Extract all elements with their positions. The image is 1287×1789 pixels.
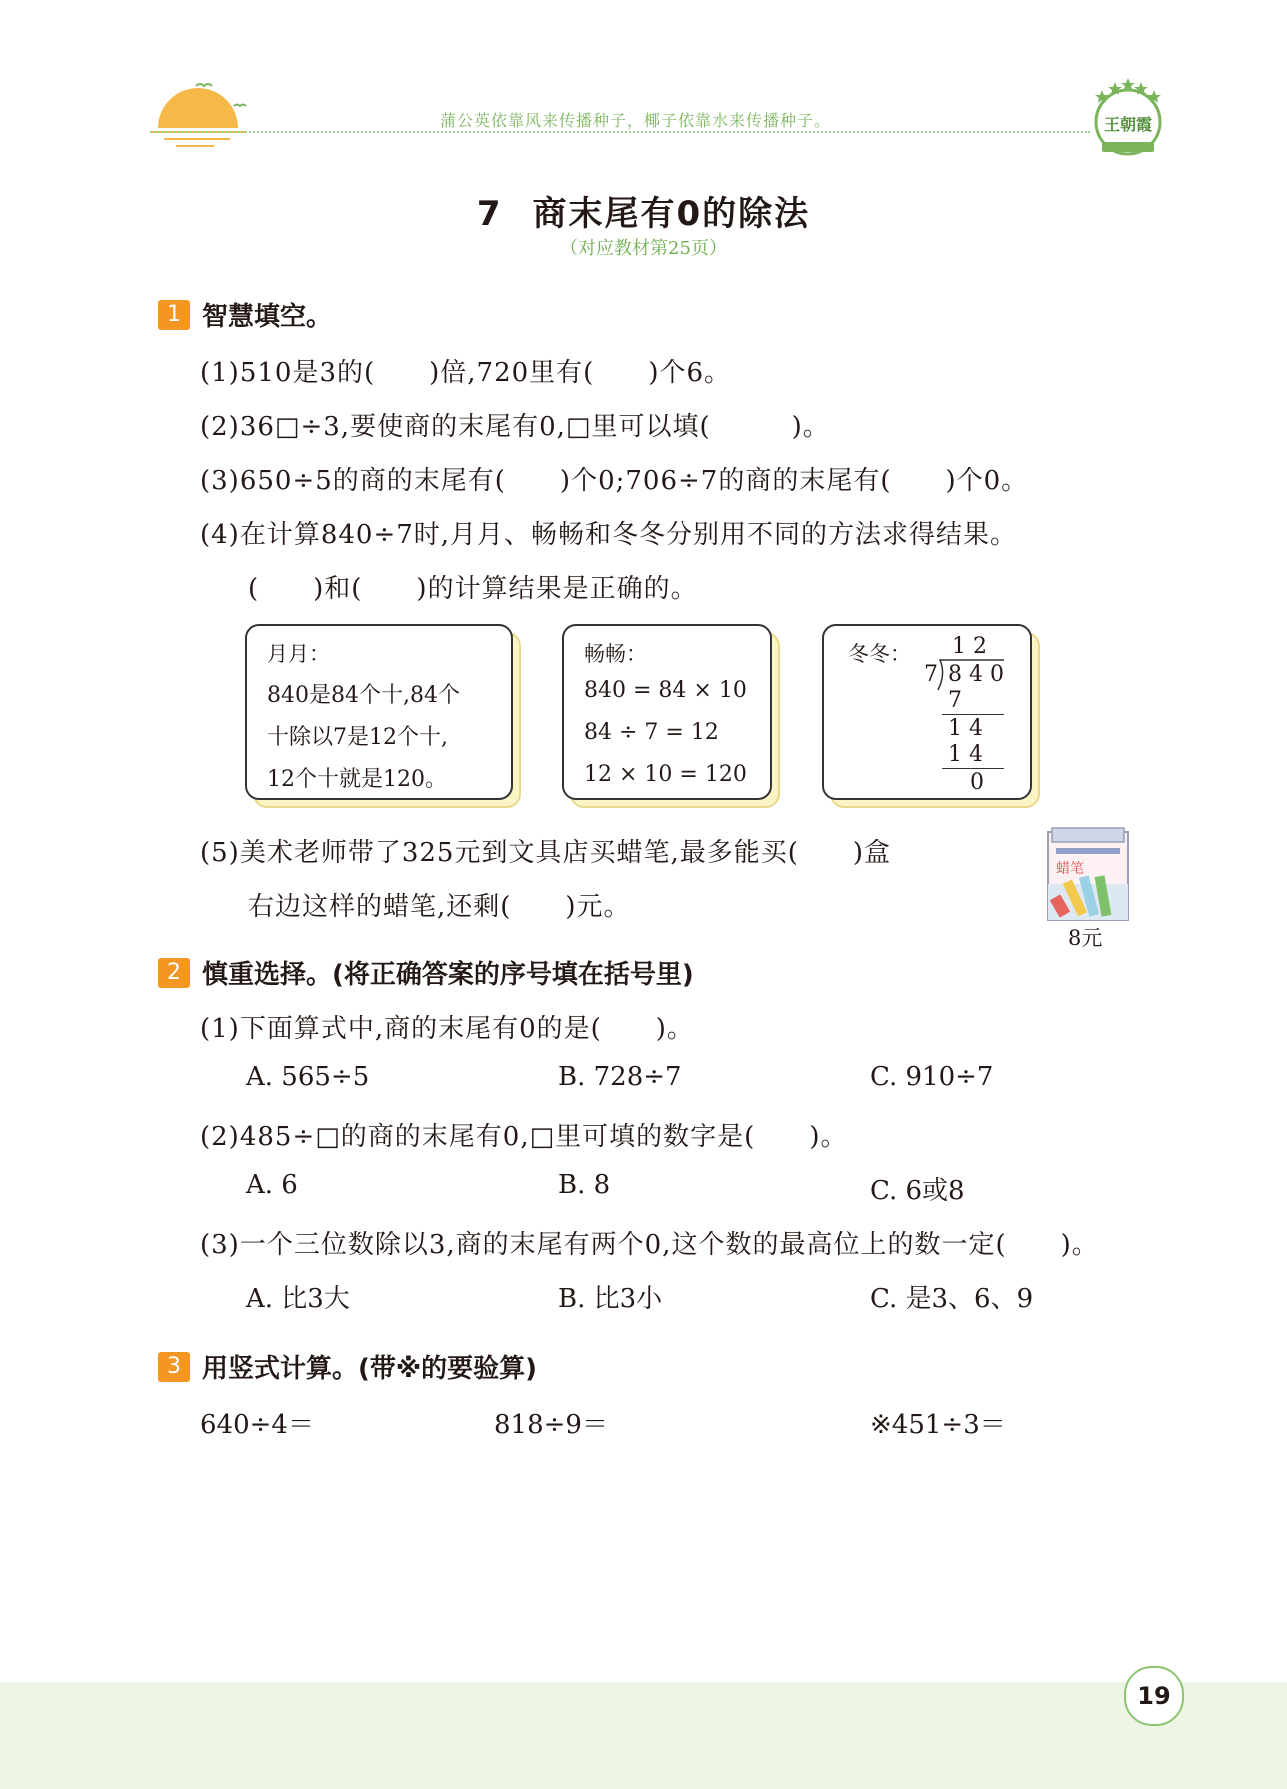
svg-text:王朝霞: 王朝霞 (1103, 115, 1153, 134)
card-line: 12 × 10 = 120 (584, 762, 747, 787)
option-b: B. 728÷7 (558, 1062, 682, 1092)
brand-badge-logo (1088, 76, 1168, 162)
card-author: 畅畅： (584, 642, 647, 666)
method-card-dongdong (822, 624, 1032, 800)
section-number-badge: 1 (158, 300, 190, 330)
calc-problem: 818÷9＝ (494, 1410, 608, 1440)
card-line: 840是84个十,84个 (267, 683, 460, 708)
question-1-3: (3)650÷5的商的末尾有( )个0;706÷7的商的末尾有( )个0。 (200, 466, 1029, 496)
question-1-5: (5)美术老师带了325元到文具店买蜡笔,最多能买( )盒 (200, 838, 892, 868)
section-1-heading (158, 296, 332, 333)
division-step: 7 (948, 688, 962, 713)
section-title: 智慧填空。 (202, 302, 333, 332)
calc-problem: ※451÷3＝ (870, 1410, 1006, 1440)
method-card-yueyue (245, 624, 513, 800)
question-1-4-answer-line: ( )和( )的计算结果是正确的。 (248, 574, 698, 604)
division-step: 1 4 (948, 716, 983, 741)
question-1-4: (4)在计算840÷7时,月月、畅畅和冬冬分别用不同的方法求得结果。 (200, 520, 1018, 550)
option-c: C. 910÷7 (870, 1062, 994, 1092)
section-number-badge: 2 (158, 958, 190, 988)
header-divider (150, 131, 1090, 133)
division-rule (942, 714, 1004, 715)
card-line: 十除以7是12个十, (267, 725, 448, 750)
section-2-heading (158, 954, 694, 991)
crayon-box-image (1046, 826, 1130, 922)
card-line: 840 = 84 × 10 (584, 678, 747, 703)
option-a: A. 比3大 (246, 1284, 350, 1314)
card-line: 84 ÷ 7 = 12 (584, 720, 719, 745)
page-title (0, 186, 1287, 235)
crayon-price: 8元 (1068, 926, 1103, 950)
header-motto: 蒲公英依靠风来传播种子，椰子依靠水来传播种子。 (440, 111, 832, 130)
lesson-title: 商末尾有0的除法 (532, 194, 811, 234)
section-title: 慎重选择。(将正确答案的序号填在括号里) (202, 960, 694, 990)
question-1-2: (2)36□÷3,要使商的末尾有0,□里可以填( )。 (200, 412, 830, 442)
question-2-1: (1)下面算式中,商的末尾有0的是( )。 (200, 1014, 694, 1044)
textbook-reference: （对应教材第25页） (560, 238, 727, 259)
question-1-5-line-2: 右边这样的蜡笔,还剩( )元。 (248, 892, 631, 922)
option-c: C. 6或8 (870, 1176, 965, 1206)
option-b: B. 8 (558, 1170, 611, 1200)
question-2-3: (3)一个三位数除以3,商的末尾有两个0,这个数的最高位上的数一定( )。 (200, 1230, 1099, 1260)
division-dividend: 8 4 0 (948, 662, 1004, 687)
division-rule (942, 768, 1004, 769)
option-a: A. 6 (246, 1170, 298, 1200)
section-3-heading (158, 1348, 537, 1385)
section-number-badge: 3 (158, 1352, 190, 1382)
option-b: B. 比3小 (558, 1284, 663, 1314)
sunset-icon (150, 76, 260, 152)
option-c: C. 是3、6、9 (870, 1284, 1034, 1314)
section-title: 用竖式计算。(带※的要验算) (202, 1354, 538, 1384)
question-2-2: (2)485÷□的商的末尾有0,□里可填的数字是( )。 (200, 1122, 848, 1152)
card-line: 12个十就是120。 (267, 767, 447, 792)
calc-problem: 640÷4＝ (200, 1410, 314, 1440)
card-author: 月月： (267, 642, 330, 666)
option-a: A. 565÷5 (246, 1062, 370, 1092)
method-card-changchang (562, 624, 772, 800)
footer-background (0, 1682, 1287, 1789)
division-quotient: 1 2 (952, 634, 987, 659)
division-divisor: 7 (924, 662, 938, 687)
card-author: 冬冬： (848, 642, 911, 666)
lesson-number: 7 (476, 194, 503, 234)
page-number: 19 (1124, 1666, 1184, 1726)
crayon-box-label: 蜡笔 (1056, 861, 1084, 877)
division-step: 1 4 (948, 742, 983, 767)
question-1-1: (1)510是3的( )倍,720里有( )个6。 (200, 358, 732, 388)
division-remainder: 0 (970, 770, 984, 795)
